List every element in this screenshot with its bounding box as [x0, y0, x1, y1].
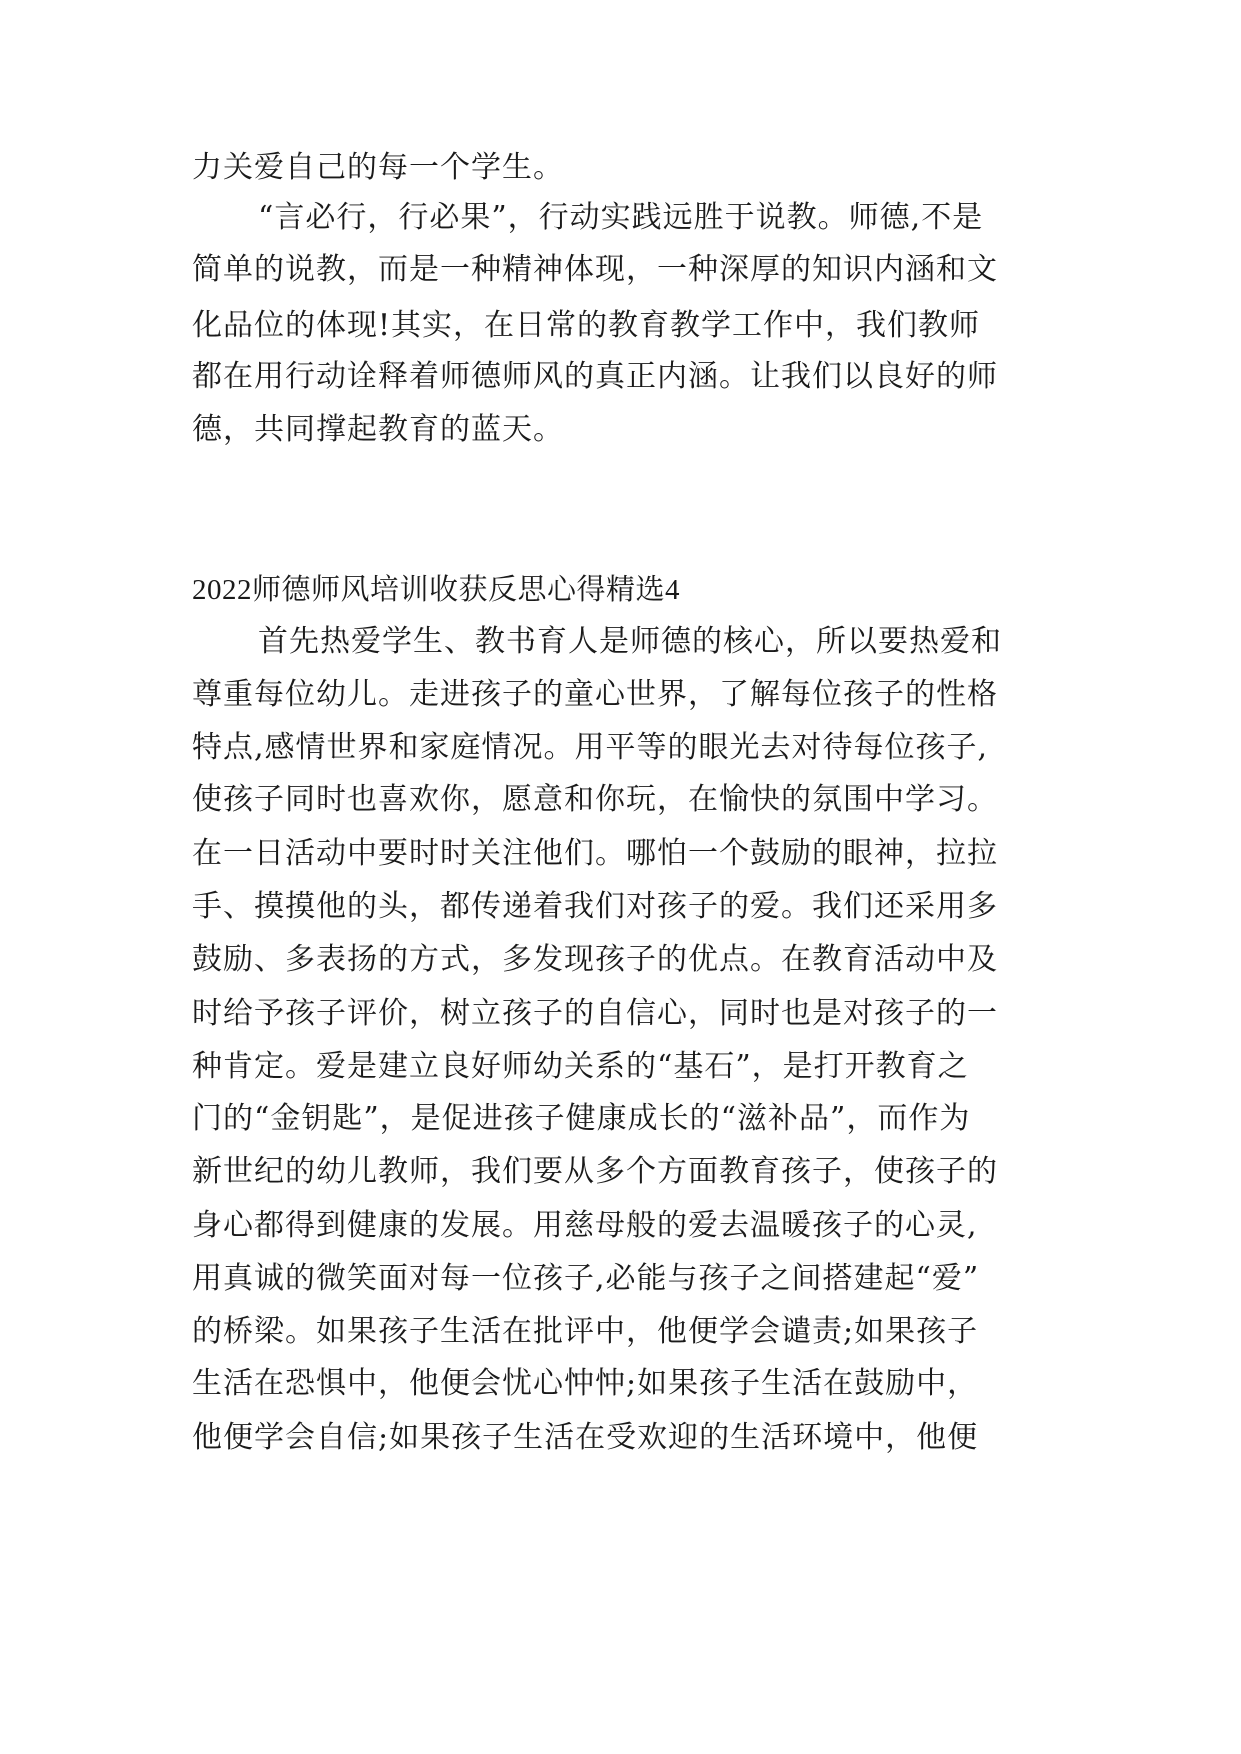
text-line: 使孩子同时也喜欢你，愿意和你玩，在愉快的氛围中学习。 — [192, 782, 998, 817]
text-line: 时给予孩子评价，树立孩子的自信心，同时也是对孩子的一 — [192, 996, 998, 1031]
text-line: 门的“金钥匙”，是促进孩子健康成长的“滋补品”，而作为 — [192, 1101, 971, 1136]
text-line: 生活在恐惧中，他便会忧心忡忡;如果孩子生活在鼓励中， — [192, 1366, 979, 1401]
text-line: 特点,感情世界和家庭情况。用平等的眼光去对待每位孩子, — [192, 730, 989, 765]
paragraph-first-line: 首先热爱学生、教书育人是师德的核心，所以要热爱和 — [258, 624, 1002, 659]
text-line: 尊重每位幼儿。走进孩子的童心世界，了解每位孩子的性格 — [192, 677, 998, 712]
text-line: 德，共同撑起教育的蓝天。 — [192, 412, 564, 447]
text-line: 化品位的体现!其实，在日常的教育教学工作中，我们教师 — [192, 308, 981, 343]
text-line: 新世纪的幼儿教师，我们要从多个方面教育孩子，使孩子的 — [192, 1154, 998, 1189]
text-line: 的桥梁。如果孩子生活在批评中，他便学会谴责;如果孩子 — [192, 1314, 979, 1349]
paragraph-first-line: “言必行，行必果”，行动实践远胜于说教。师德,不是 — [258, 200, 984, 235]
text-line: 用真诚的微笑面对每一位孩子,必能与孩子之间搭建起“爱” — [192, 1261, 980, 1296]
text-line: 种肯定。爱是建立良好师幼关系的“基石”，是打开教育之 — [192, 1049, 969, 1084]
text-line: 他便学会自信;如果孩子生活在受欢迎的生活环境中，他便 — [192, 1420, 979, 1455]
section-heading: 2022师德师风培训收获反思心得精选4 — [192, 574, 681, 606]
text-line: 鼓励、多表扬的方式，多发现孩子的优点。在教育活动中及 — [192, 942, 998, 977]
text-line: 简单的说教，而是一种精神体现，一种深厚的知识内涵和文 — [192, 252, 998, 287]
text-line: 都在用行动诠释着师德师风的真正内涵。让我们以良好的师 — [192, 359, 998, 394]
text-line: 手、摸摸他的头，都传递着我们对孩子的爱。我们还采用多 — [192, 889, 998, 924]
text-line: 力关爱自己的每一个学生。 — [192, 150, 564, 185]
text-line: 身心都得到健康的发展。用慈母般的爱去温暖孩子的心灵, — [192, 1208, 978, 1243]
text-line: 在一日活动中要时时关注他们。哪怕一个鼓励的眼神，拉拉 — [192, 836, 998, 871]
